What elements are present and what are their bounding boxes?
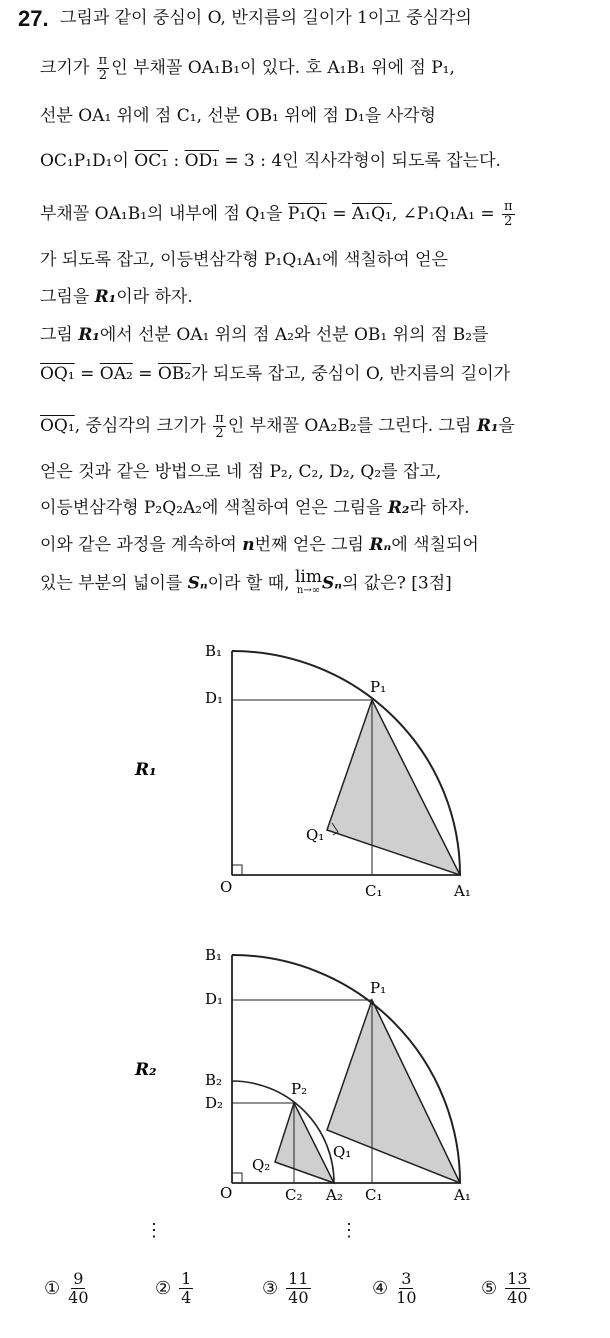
right-angle-mark [232,865,242,875]
label-o: O [220,1184,233,1202]
problem-line-2: 크기가 $\frac{\pi}{2}$ 인 부채꼴 OA₁B₁이 있다. 호 A₁B₁ 위에 점 P₁, [40,53,455,83]
label-d1: D₁ [205,990,224,1008]
fraction-pi-over-2: $\frac{\pi}{2}$ [215,411,224,441]
label-c1: C₁ [365,882,383,900]
label-p2: P₂ [291,1080,308,1098]
label-q1: Q₁ [333,1143,352,1161]
label-c1: C₁ [365,1186,383,1204]
problem-line-7: 그림을 R₁이라 하자. [40,287,193,307]
continuation-dots-right: ⋮ [340,1220,358,1241]
figure-r2 [134,946,471,1204]
choice-4[interactable]: ④ $\frac{3}{10}$ [372,1269,417,1307]
problem-line-8: 그림 R₁에서 선분 OA₁ 위의 점 A₂와 선분 OB₁ 위의 점 B₂를 [40,325,489,345]
shaded-triangle [327,700,460,875]
problem-line-13: 이와 같은 과정을 계속하여 n번째 얻은 그림 Rₙ에 색칠되어 [40,535,479,555]
label-a1: A₁ [454,1186,471,1204]
continuation-dots-left: ⋮ [145,1220,163,1241]
figure-r1 [134,642,471,900]
problem-line-1: 그림과 같이 중심이 O, 반지름의 길이가 1이고 중심각의 [60,8,472,28]
problem-line-9: OQ₁ = OA₂ = OB₂가 되도록 잡고, 중심이 O, 반지름의 길이가 [40,364,511,384]
choice-2[interactable]: ② $\frac{1}{4}$ [155,1269,192,1307]
figure-label: R₂ [135,1060,157,1080]
label-b2: B₂ [205,1071,223,1089]
fraction-pi-over-2: $\frac{\pi}{2}$ [98,53,108,83]
label-a1: A₁ [454,882,471,900]
label-c2: C₂ [285,1186,303,1204]
problem-line-10: OQ₁, 중심각의 크기가 $\frac{\pi}{2}$ 인 부채꼴 OA₂B₂를 그린다. 그림 R₁을 [40,411,515,441]
label-p1: P₁ [370,979,387,997]
label-d2: D₂ [205,1094,224,1112]
choice-3[interactable]: ③ $\frac{11}{40}$ [262,1269,309,1307]
choice-5[interactable]: ⑤ $\frac{13}{40}$ [481,1269,528,1307]
label-d1: D₁ [205,689,224,707]
problem-line-4: OC₁P₁D₁이 OC₁ : OD₁ = 3 : 4인 직사각형이 되도록 잡는다. [40,151,501,171]
label-a2: A₂ [326,1186,343,1204]
label-q2: Q₂ [252,1156,271,1174]
problem-line-12: 이등변삼각형 P₂Q₂A₂에 색칠하여 얻은 그림을 R₂라 하자. [40,498,470,518]
choice-1[interactable]: ① $\frac{9}{40}$ [44,1269,89,1307]
label-b1: B₁ [205,946,223,964]
right-angle-mark [232,1173,242,1183]
label-o: O [220,878,233,896]
problem-line-5: 부채꼴 OA₁B₁의 내부에 점 Q₁을 P₁Q₁ = A₁Q₁, ∠P₁Q₁A₁ = $\frac{\pi}{2}$ [40,199,513,229]
label-b1: B₁ [205,642,223,660]
problem-line-3: 선분 OA₁ 위에 점 C₁, 선분 OB₁ 위에 점 D₁을 사각형 [40,106,436,126]
label-q1: Q₁ [306,826,325,844]
problem-line-6: 가 되도록 잡고, 이등변삼각형 P₁Q₁A₁에 색칠하여 얻은 [40,250,448,270]
fraction-pi-over-2: $\frac{\pi}{2}$ [504,199,513,229]
label-p1: P₁ [370,678,387,696]
problem-line-14: 있는 부분의 넓이를 Sₙ이라 할 때, lim n→∞ Sₙ의 값은? [3점] [40,567,452,596]
problem-line-11: 얻은 것과 같은 방법으로 네 점 P₂, C₂, D₂, Q₂를 잡고, [40,462,442,482]
figure-label: R₁ [135,760,157,780]
question-number: 27. [18,6,49,31]
limit-expression: lim n→∞ [294,567,322,596]
